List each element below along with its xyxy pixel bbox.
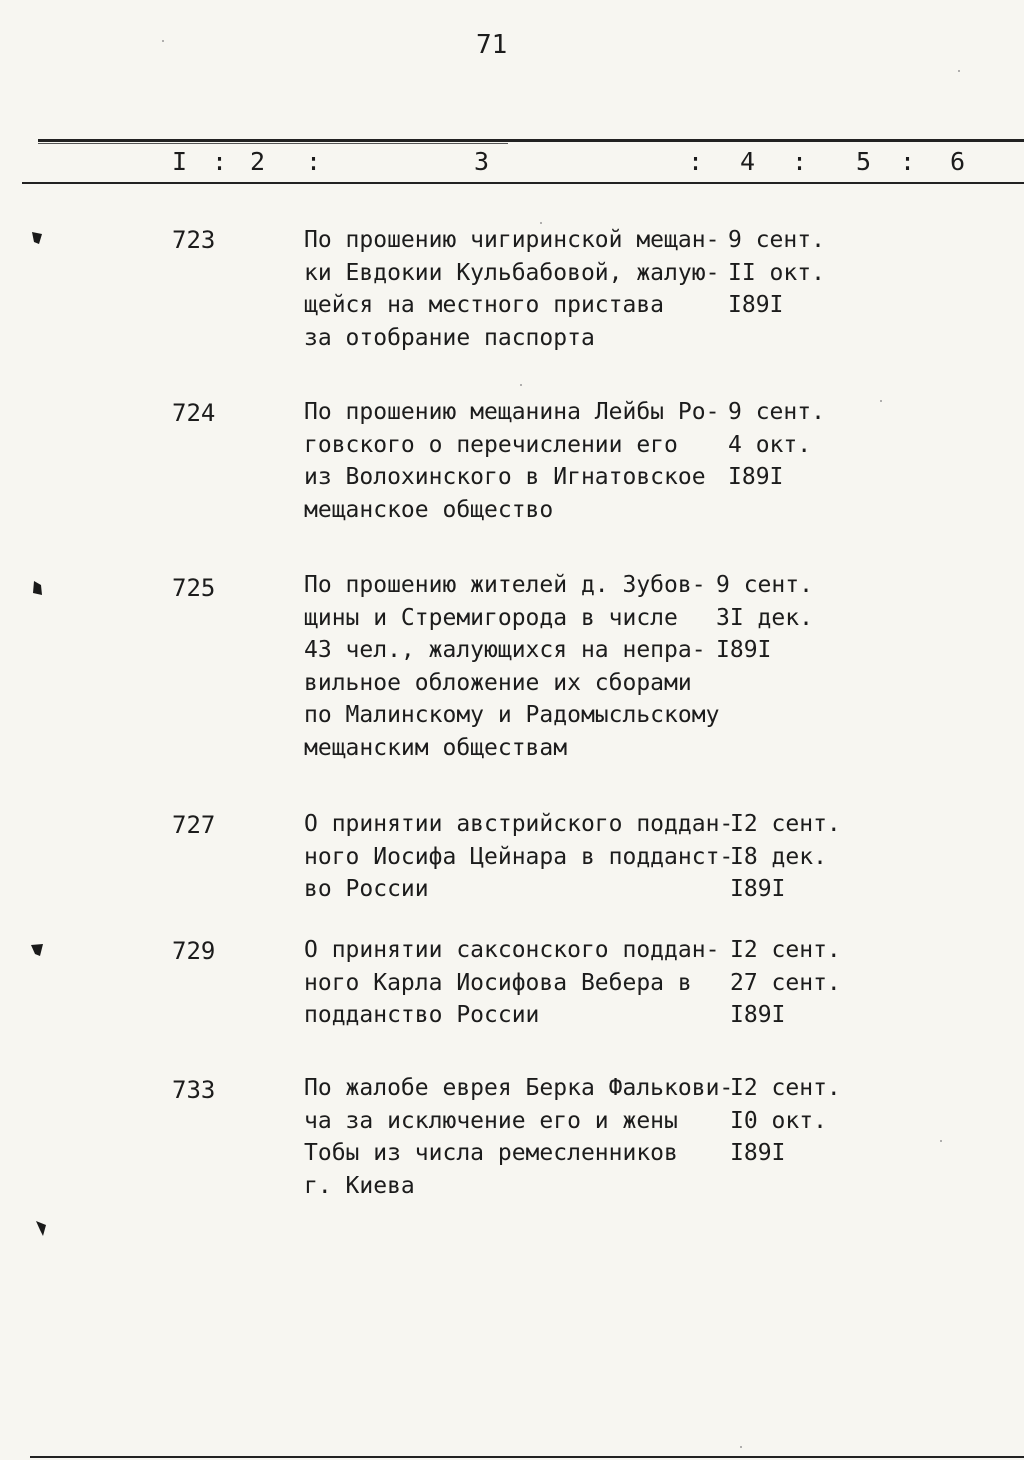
- entry-text-line: ного Карла Иосифова Вебера в: [304, 969, 692, 996]
- entry-text-line: по Малинскому и Радомысльскому: [304, 702, 720, 728]
- entry-text-line: вильное обложение их сборами: [304, 669, 692, 696]
- entry-year: I89I: [728, 292, 784, 318]
- entry-text-line: щины и Стремигорода в числе: [304, 604, 678, 631]
- header-bottom-rule: [22, 182, 1024, 184]
- punch-mark-icon: [30, 580, 44, 596]
- entry-text-line: г. Киева: [304, 1172, 415, 1199]
- entry-dates: [730, 934, 841, 1032]
- entry-description: [304, 808, 734, 906]
- entry-start-date: I2 сент.: [730, 937, 841, 963]
- entry-number: 729: [172, 937, 216, 965]
- entry-dates: [730, 1072, 841, 1170]
- entry-year: I89I: [728, 464, 784, 490]
- entry-start-date: 9 сент.: [728, 227, 825, 253]
- entry-text-line: за отобрание паспорта: [304, 324, 595, 351]
- entry-dates: [728, 396, 825, 494]
- entry-end-date: I8 дек.: [730, 843, 827, 870]
- entry-start-date: I2 сент.: [730, 811, 841, 837]
- column-separator: :: [306, 147, 322, 176]
- entry-dates: [728, 224, 825, 322]
- entry-description: [304, 934, 724, 1032]
- entry-number: 727: [172, 811, 216, 839]
- entry-text-line: говского о перечислении его: [304, 431, 678, 458]
- punch-mark-icon: [34, 1220, 48, 1236]
- column-separator: :: [900, 147, 916, 176]
- entry-dates: [716, 569, 813, 667]
- entry-number: 723: [172, 226, 216, 254]
- punch-mark-icon: [30, 230, 44, 246]
- speck: [958, 70, 960, 72]
- punch-mark-icon: [30, 942, 44, 958]
- entry-text-line: ча за исключение его и жены: [304, 1107, 678, 1134]
- header-top-rule: [38, 139, 1024, 142]
- entry-text-line: ки Евдокии Кульбабовой, жалую-: [304, 259, 720, 286]
- header-top-rule-shadow: [38, 143, 508, 144]
- speck: [520, 384, 522, 386]
- entry-number: 724: [172, 399, 216, 427]
- entry-text-line: О принятии саксонского поддан-: [304, 937, 720, 963]
- entry-text-line: во России: [304, 876, 429, 902]
- column-header-2: 2: [250, 147, 266, 176]
- entry-year: I89I: [730, 1002, 786, 1028]
- entry-text-line: 43 чел., жалующихся на непра-: [304, 637, 706, 663]
- entry-text-line: О принятии австрийского поддан-: [304, 811, 734, 837]
- entry-text-line: из Волохинского в Игнатовское: [304, 464, 706, 490]
- entry-text-line: По прошению мещанина Лейбы Ро-: [304, 399, 720, 425]
- column-header-5: 5: [856, 147, 872, 176]
- page-number: 71: [476, 30, 508, 60]
- entry-start-date: 9 сент.: [716, 572, 813, 598]
- speck: [740, 1446, 742, 1448]
- speck: [880, 400, 882, 402]
- entry-text-line: Тобы из числа ремесленников: [304, 1140, 678, 1166]
- speck: [162, 40, 164, 42]
- column-header-1: I: [172, 147, 188, 176]
- column-header-3: 3: [474, 147, 490, 176]
- entry-start-date: I2 сент.: [730, 1075, 841, 1101]
- entry-year: I89I: [716, 637, 772, 663]
- column-header-4: 4: [740, 147, 756, 176]
- entry-end-date: 27 сент.: [730, 969, 841, 996]
- entry-text-line: ного Иосифа Цейнара в подданст-: [304, 843, 734, 870]
- entry-end-date: 4 окт.: [728, 431, 812, 458]
- entry-end-date: II окт.: [728, 259, 825, 286]
- entry-number: 725: [172, 574, 216, 602]
- entry-start-date: 9 сент.: [728, 399, 825, 425]
- entry-text-line: подданство России: [304, 1002, 540, 1028]
- entry-description: [304, 569, 724, 764]
- entry-year: I89I: [730, 1140, 786, 1166]
- entry-text-line: По жалобе еврея Берка Фалькови-: [304, 1075, 734, 1101]
- entry-text-line: По прошению чигиринской мещан-: [304, 227, 720, 253]
- entry-description: [304, 396, 724, 526]
- page-bottom-rule: [30, 1456, 1024, 1458]
- column-separator: :: [212, 147, 228, 176]
- column-header-6: 6: [950, 147, 966, 176]
- entry-dates: [730, 808, 841, 906]
- entry-description: [304, 224, 724, 354]
- entry-number: 733: [172, 1076, 216, 1104]
- speck: [940, 1140, 942, 1142]
- entry-text-line: щейся на местного пристава: [304, 292, 665, 318]
- entry-text-line: мещанское общество: [304, 496, 554, 523]
- column-separator: :: [688, 147, 704, 176]
- entry-description: [304, 1072, 734, 1202]
- entry-end-date: I0 окт.: [730, 1107, 827, 1134]
- entry-year: I89I: [730, 876, 786, 902]
- entry-text-line: мещанским обществам: [304, 734, 568, 761]
- speck: [540, 222, 542, 224]
- entry-end-date: 3I дек.: [716, 604, 813, 631]
- column-separator: :: [792, 147, 808, 176]
- entry-text-line: По прошению жителей д. Зубов-: [304, 572, 706, 598]
